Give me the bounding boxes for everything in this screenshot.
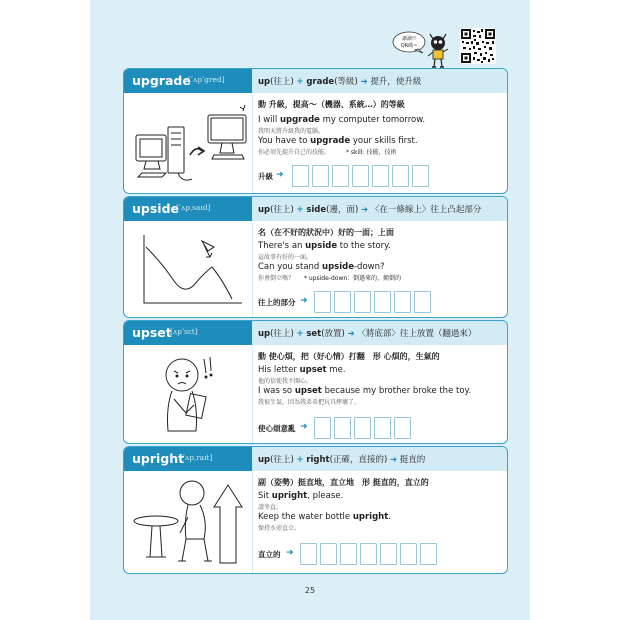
example-translation: 我明天將升級我的電腦。	[258, 128, 325, 135]
headword: upset	[132, 325, 172, 340]
example-sentence: You have to upgrade your skills first.	[258, 136, 418, 146]
arrow-right-icon: ➜	[360, 205, 369, 215]
line-graph-illustration	[132, 227, 250, 309]
writing-boxes[interactable]	[314, 417, 411, 439]
example-translation: 他的信使我不開心。	[258, 378, 313, 385]
practice-label: 往上的部分	[258, 298, 296, 307]
sitting-upright-illustration	[132, 477, 250, 567]
definition: 動 升級，提高～（機器、系統…）的等級	[258, 100, 405, 109]
practice-label: 升級	[258, 172, 273, 181]
computer-upgrade-illustration	[132, 99, 250, 187]
word-formula: up(往上) + right(正確，直接的) ➜ 挺直的	[258, 455, 426, 465]
arrow-right-icon: ➜	[276, 170, 284, 180]
plus-icon: +	[296, 205, 304, 215]
word-formula: up(往上) + grade(等級) ➜ 提升，使升級	[258, 77, 422, 87]
speech-bubble	[392, 31, 426, 55]
vocab-note: * skill: 技能，技術	[346, 149, 397, 156]
plus-icon: +	[296, 77, 304, 87]
bubble-line-1: 讀讀!!	[401, 36, 417, 42]
arrow-right-icon: ➜	[360, 77, 368, 87]
example-translation: 你必須先提升自己的技能。	[258, 149, 331, 156]
arrow-right-icon: ➜	[347, 329, 355, 339]
practice-label: 使心煩意亂	[258, 424, 296, 433]
writing-boxes[interactable]	[300, 543, 437, 565]
page-number: 25	[304, 586, 316, 595]
example-translation: 我很生氣，因為我弟弟把玩具摔壞了。	[258, 399, 361, 406]
example-sentence: His letter upset me.	[258, 365, 346, 375]
headword-box	[124, 69, 252, 93]
entry-card-upside	[123, 196, 508, 318]
bubble-line-2: QR碼~	[400, 43, 418, 49]
practice-label: 直立的	[258, 550, 281, 559]
qr-code-icon[interactable]	[460, 28, 496, 64]
example-translation: 這故事有好的一面。	[258, 254, 313, 261]
pronunciation: [ˈʌpˌraɪt]	[180, 453, 213, 462]
definition: 動 使心煩，把（好心情）打翻 形 心煩的，生氣的	[258, 352, 440, 361]
word-formula: up(往上) + set(放置) ➜ 〈將底部〉往上放置（翻過來）	[258, 329, 477, 339]
example-translation: 請坐直。	[258, 504, 283, 511]
example-sentence: Can you stand upside-down?	[258, 262, 385, 272]
example-sentence: Sit upright, please.	[258, 491, 344, 501]
headword-box	[124, 321, 252, 345]
example-sentence: I will upgrade my computer tomorrow.	[258, 115, 426, 125]
plus-icon: +	[296, 329, 304, 339]
headword: upgrade	[132, 73, 191, 88]
mascot-icon	[424, 30, 452, 70]
definition: 名（在不好的狀況中）好的一面；上面	[258, 228, 394, 237]
pronunciation: [ˈʌpˌsaɪd]	[176, 203, 211, 212]
example-sentence: There's an upside to the story.	[258, 241, 391, 251]
headword-box	[124, 197, 252, 221]
definition: 副（姿勢）挺直地，直立地 形 挺直的，直立的	[258, 478, 429, 487]
arrow-right-icon: ➜	[286, 548, 294, 558]
upset-person-illustration	[132, 351, 250, 439]
plus-icon: +	[296, 455, 304, 465]
arrow-right-icon: ➜	[389, 455, 398, 465]
headword-box	[124, 447, 252, 471]
entry-card-upset	[123, 320, 508, 444]
example-sentence: I was so upset because my brother broke the toy.	[258, 386, 472, 396]
arrow-right-icon: ➜	[300, 296, 308, 306]
arrow-right-icon: ➜	[300, 422, 308, 432]
word-formula: up(往上) + side(邊，面) ➜ 〈在一條線上〉往上凸起部分	[258, 205, 482, 215]
headword: upright	[132, 451, 185, 466]
example-translation: 保持水壺直立。	[258, 525, 301, 532]
entry-card-upgrade	[123, 68, 508, 194]
entry-card-upright	[123, 446, 508, 574]
vocab-note: * upside-down：倒過來的，顛倒的	[304, 275, 402, 282]
pronunciation: [ˈʌpˈgred]	[188, 75, 225, 84]
pronunciation: [ʌpˈsɛt]	[170, 327, 198, 336]
headword: upside	[132, 201, 179, 216]
example-translation: 你會倒立嗎？	[258, 275, 295, 282]
example-sentence: Keep the water bottle upright.	[258, 512, 391, 522]
writing-boxes[interactable]	[314, 291, 431, 313]
writing-boxes[interactable]	[292, 165, 429, 187]
